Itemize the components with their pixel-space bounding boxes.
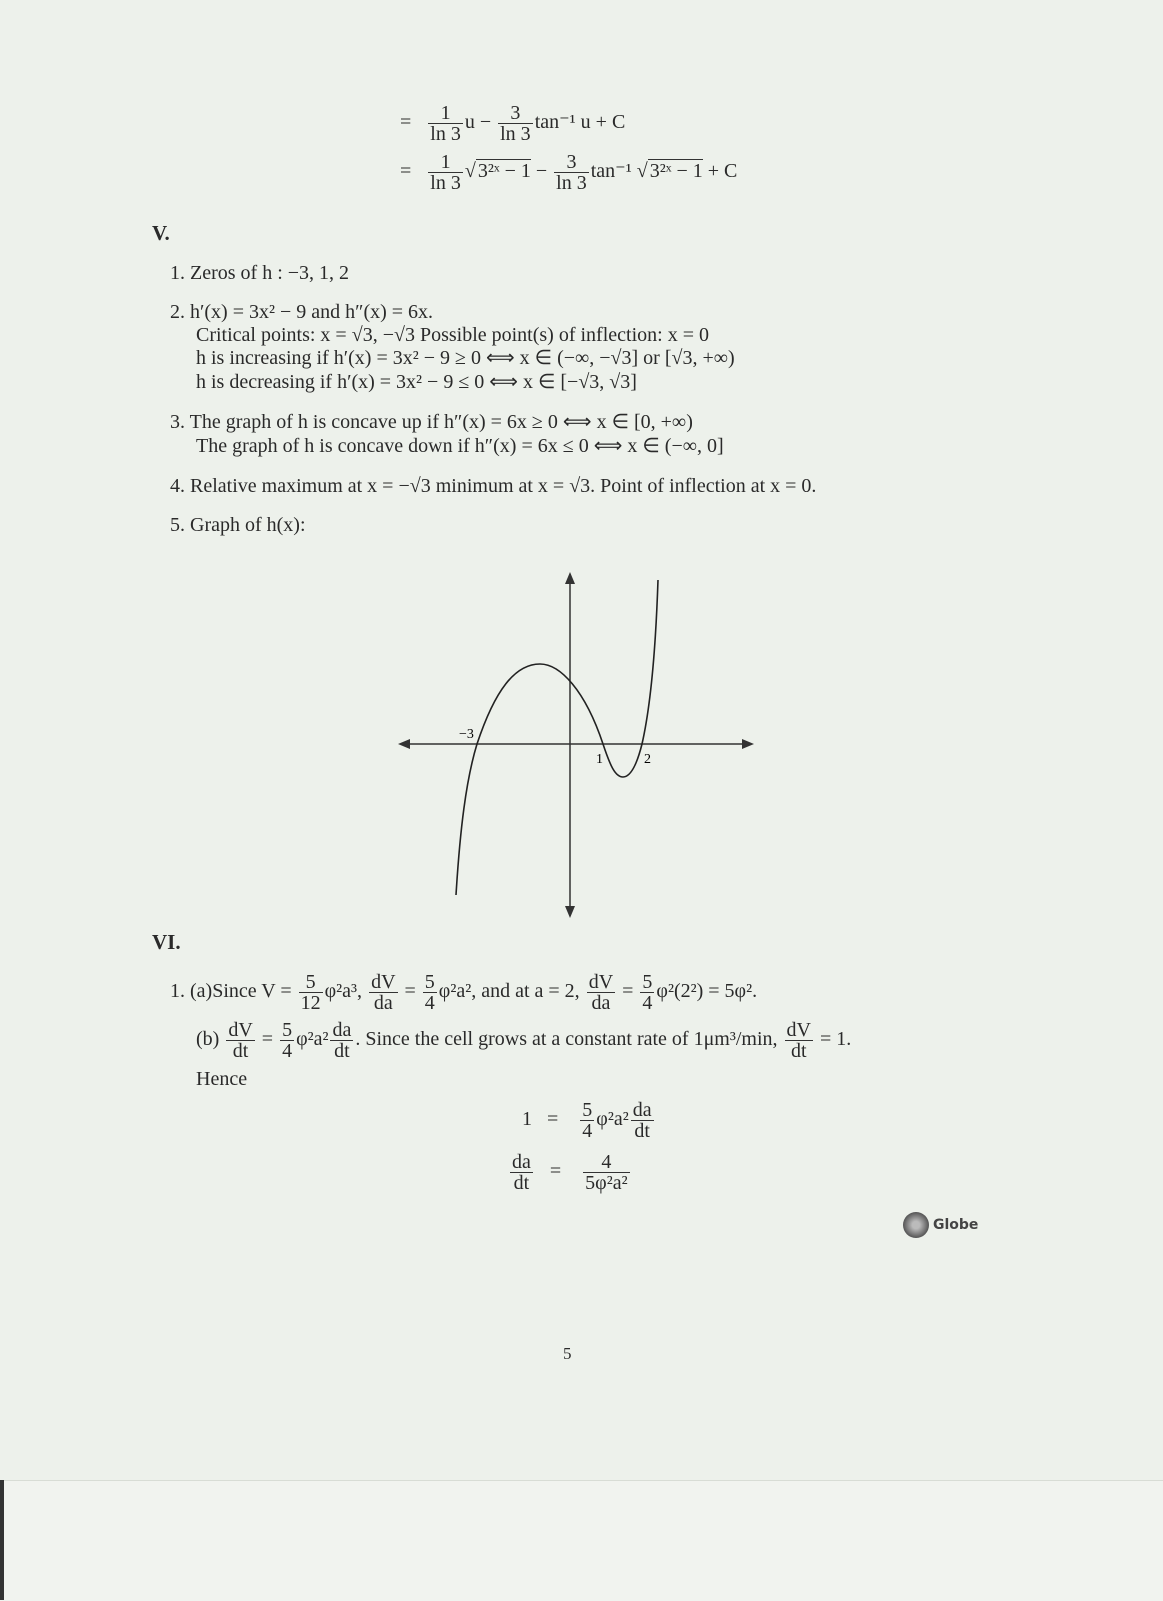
item-3-line-2: The graph of h is concave down if h″(x) = 6x ≤ 0 ⟺ x ∈ (−∞, 0] (196, 435, 724, 457)
numerator: 5 (282, 1019, 293, 1041)
zero-label-1: 1 (596, 752, 603, 767)
term: φ²(2²) = 5φ². (656, 980, 758, 1003)
term: φ²a² (596, 1108, 629, 1131)
item-5: 5. Graph of h(x): (170, 514, 306, 536)
numerator: 4 (583, 1152, 629, 1173)
fraction (587, 972, 615, 1013)
denominator: dt (634, 1120, 650, 1142)
denominator: da (591, 992, 611, 1014)
item-vi-1b (196, 1020, 851, 1061)
numerator: 3 (554, 152, 589, 173)
fraction (640, 972, 654, 1013)
numerator: 5 (642, 971, 653, 993)
item-3-line-1: 3. The graph of h is concave up if h″(x) = 6x ≥ 0 ⟺ x ∈ [0, +∞) (170, 411, 693, 433)
numerator: 5 (299, 972, 323, 993)
item-2-line-2: Critical points: x = √3, −√3 Possible point(s) of inflection: x = 0 (196, 324, 709, 346)
term: tan⁻¹ (590, 160, 632, 183)
fraction (330, 1020, 353, 1061)
radicand: 3²ˣ − 1 (477, 160, 531, 183)
term: u − (464, 111, 492, 134)
lhs: 1 (522, 1108, 532, 1131)
numerator: da (632, 1099, 652, 1121)
numerator: da (512, 1151, 531, 1173)
numerator: dV (371, 971, 396, 993)
denominator: ln 3 (500, 123, 531, 145)
logo-text: Globe (933, 1217, 979, 1233)
item-vi-1a (170, 972, 757, 1013)
fraction (785, 1020, 813, 1061)
fraction (423, 972, 437, 1013)
term: φ²a³, (324, 980, 363, 1003)
denominator: 4 (282, 1040, 293, 1062)
fraction (226, 1020, 254, 1061)
fraction (583, 1152, 629, 1193)
y-axis-down-arrow (565, 906, 575, 918)
term: = 1. (820, 1028, 852, 1051)
item-1: 1. Zeros of h : −3, 1, 2 (170, 262, 350, 284)
denominator: dt (334, 1040, 350, 1062)
item-2-line-4: h is decreasing if h′(x) = 3x² − 9 ≤ 0 ⟺ x ∈ [−√3, √3] (196, 371, 637, 393)
item-2-line-3: h is increasing if h′(x) = 3x² − 9 ≥ 0 ⟺ x ∈ (−∞, −√3] or [√3, +∞) (196, 347, 735, 369)
equation-da-2 (508, 1152, 632, 1193)
denominator: 4 (642, 992, 653, 1014)
term: = (622, 980, 634, 1003)
equation-da-1 (522, 1100, 656, 1141)
term: φ²a² (296, 1028, 329, 1051)
term: = (261, 1028, 274, 1051)
hence-text: Hence (196, 1068, 248, 1090)
curve-h (456, 580, 658, 895)
zero-label-2: 2 (644, 752, 651, 767)
fraction (580, 1100, 594, 1141)
denominator: ln 3 (430, 172, 461, 194)
term: φ²a², and at a = 2, (438, 980, 580, 1003)
denominator: dt (513, 1172, 530, 1194)
term: (b) (196, 1028, 220, 1051)
x-axis-left-arrow (398, 739, 410, 749)
section-vi-heading: VI. (152, 930, 181, 954)
denominator: dt (232, 1040, 249, 1062)
globe-logo (903, 1212, 978, 1238)
numerator: dV (588, 971, 614, 993)
section-v-heading: V. (152, 221, 170, 245)
numerator: dV (786, 1019, 811, 1041)
page-number: 5 (563, 1344, 572, 1363)
x-axis-right-arrow (742, 739, 754, 749)
numerator: 3 (498, 103, 533, 124)
equals: = (400, 160, 412, 183)
zero-label-neg3: −3 (459, 727, 474, 742)
fraction (510, 1152, 533, 1193)
equals: = (400, 111, 412, 134)
numerator: 5 (424, 971, 435, 993)
denominator: 4 (424, 992, 435, 1014)
numerator: dV (228, 1019, 253, 1041)
term: − (535, 160, 548, 183)
denominator: dt (790, 1040, 807, 1062)
fraction (369, 972, 397, 1013)
denominator: da (373, 992, 393, 1014)
term: 1. (a)Since V = (170, 980, 292, 1003)
scan-edge (0, 1480, 4, 1600)
equals: = (547, 1108, 559, 1131)
equals: = (549, 1160, 562, 1183)
denominator: ln 3 (556, 172, 587, 194)
y-axis-up-arrow (565, 572, 575, 584)
denominator: ln 3 (430, 123, 461, 145)
item-4: 4. Relative maximum at x = −√3 minimum at x = √3. Point of inflection at x = 0. (170, 475, 817, 497)
denominator: 12 (300, 992, 321, 1014)
denominator: 5φ²a² (585, 1172, 628, 1194)
fraction (631, 1100, 654, 1141)
numerator: 1 (428, 103, 463, 124)
denominator: 4 (582, 1120, 593, 1142)
term: . Since the cell grows at a constant rate of 1μm³/min, (355, 1028, 778, 1051)
equation-line-2: = $\frac{1}{\ln 3}$ √ 3²ˣ − 1 − $\frac{3}{\ln 3}$ tan⁻¹ √ 3²ˣ − 1 + C (400, 151, 738, 194)
term: = (404, 980, 416, 1003)
term: + C (707, 160, 738, 183)
fraction (299, 972, 323, 1013)
numerator: 5 (582, 1099, 593, 1121)
globe-icon (903, 1212, 929, 1238)
numerator: 1 (428, 152, 463, 173)
scan-bottom-strip (0, 1480, 1163, 1601)
item-2-line-1: 2. h′(x) = 3x² − 9 and h″(x) = 6x. (170, 301, 434, 323)
term: tan⁻¹ u + C (534, 111, 626, 134)
numerator: da (332, 1019, 352, 1041)
fraction (280, 1020, 294, 1061)
radicand: 3²ˣ − 1 (649, 160, 703, 183)
